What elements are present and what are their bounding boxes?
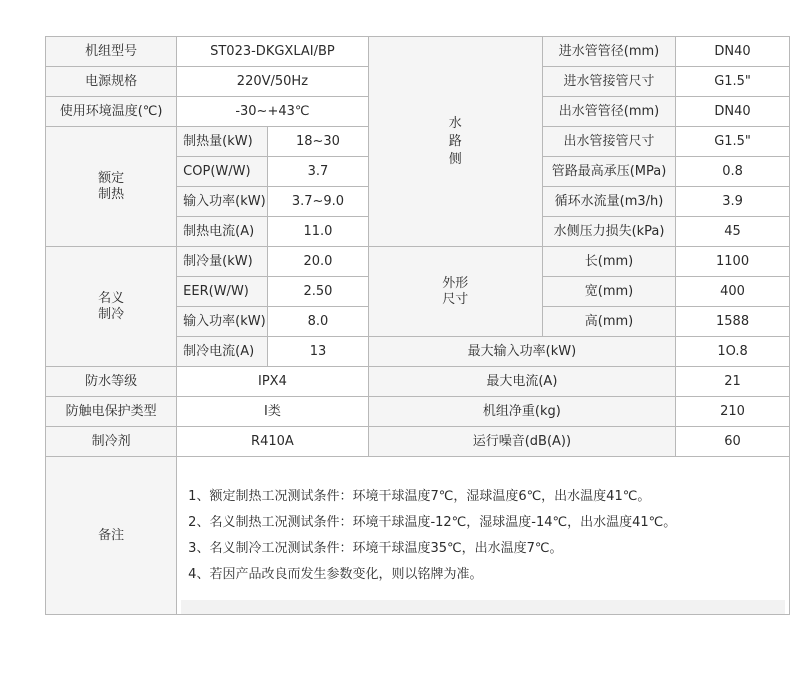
model-label: 机组型号	[46, 37, 177, 67]
rated-heating-group-label: 额定 制热	[98, 170, 125, 202]
note-line: 3、名义制冷工况测试条件：环境干球温度35℃，出水温度7℃。	[188, 541, 563, 556]
nominal-cooling-value: 2.50	[268, 277, 368, 307]
table-row	[46, 37, 790, 67]
notes-content	[177, 457, 790, 615]
water-side-label: 进水管接管尺寸	[542, 67, 675, 97]
dimensions-value: 400	[676, 277, 790, 307]
max-current-value: 21	[676, 367, 790, 397]
rated-heating-value: 3.7	[268, 157, 368, 187]
nominal-cooling-label: EER(W/W)	[177, 277, 268, 307]
water-side-label: 循环水流量(m3/h)	[542, 187, 675, 217]
nominal-cooling-label: 制冷量(kW)	[177, 247, 268, 277]
ambient-temp-value: -30~+43℃	[177, 97, 369, 127]
shock-protection-label: 防触电保护类型	[46, 397, 177, 427]
refrigerant-label: 制冷剂	[46, 427, 177, 457]
water-side-value: 0.8	[676, 157, 790, 187]
dimensions-label: 长(mm)	[542, 247, 675, 277]
nominal-cooling-group-label: 名义 制冷	[98, 290, 125, 322]
table-row	[46, 397, 790, 427]
rated-heating-value: 3.7~9.0	[268, 187, 368, 217]
dimensions-value: 1100	[676, 247, 790, 277]
note-line: 1、额定制热工况测试条件：环境干球温度7℃，湿球温度6℃，出水温度41℃。	[188, 489, 651, 504]
water-side-group-label: 水 路 侧	[448, 115, 462, 167]
nominal-cooling-group	[46, 247, 177, 367]
max-input-power-label: 最大输入功率(kW)	[368, 337, 675, 367]
water-side-value: G1.5"	[676, 127, 790, 157]
water-side-label: 出水管接管尺寸	[542, 127, 675, 157]
power-supply-value: 220V/50Hz	[177, 67, 369, 97]
dimensions-group-label: 外形 尺寸	[442, 275, 469, 307]
noise-value: 60	[676, 427, 790, 457]
model-value: ST023-DKGXLAI/BP	[177, 37, 369, 67]
water-side-label: 管路最高承压(MPa)	[542, 157, 675, 187]
water-side-label: 水侧压力损失(kPa)	[542, 217, 675, 247]
note-line: 4、若因产品改良而发生参数变化，则以铭牌为准。	[188, 567, 483, 582]
notes-label: 备注	[46, 457, 177, 615]
net-weight-value: 210	[676, 397, 790, 427]
water-side-value: 3.9	[676, 187, 790, 217]
dimensions-group	[368, 247, 542, 337]
shock-protection-value: Ⅰ类	[177, 397, 369, 427]
table-row	[46, 247, 790, 277]
notes-footer-strip	[181, 600, 785, 614]
waterproof-label: 防水等级	[46, 367, 177, 397]
nominal-cooling-value: 8.0	[268, 307, 368, 337]
water-side-value: G1.5"	[676, 67, 790, 97]
nominal-cooling-value: 13	[268, 337, 368, 367]
rated-heating-label: 制热量(kW)	[177, 127, 268, 157]
water-side-label: 进水管管径(mm)	[542, 37, 675, 67]
rated-heating-group	[46, 127, 177, 247]
waterproof-value: IPX4	[177, 367, 369, 397]
noise-label: 运行噪音(dB(A))	[368, 427, 675, 457]
refrigerant-value: R410A	[177, 427, 369, 457]
water-side-value: 45	[676, 217, 790, 247]
nominal-cooling-label: 输入功率(kW)	[177, 307, 268, 337]
water-side-value: DN40	[676, 37, 790, 67]
max-input-power-value: 1O.8	[676, 337, 790, 367]
dimensions-label: 高(mm)	[542, 307, 675, 337]
rated-heating-label: COP(W/W)	[177, 157, 268, 187]
nominal-cooling-value: 20.0	[268, 247, 368, 277]
nominal-cooling-label: 制冷电流(A)	[177, 337, 268, 367]
table-row	[46, 427, 790, 457]
note-line: 2、名义制热工况测试条件：环境干球温度-12℃，湿球温度-14℃，出水温度41℃。	[188, 515, 677, 530]
notes-list	[188, 484, 789, 588]
dimensions-value: 1588	[676, 307, 790, 337]
ambient-temp-label: 使用环境温度(℃)	[46, 97, 177, 127]
rated-heating-value: 11.0	[268, 217, 368, 247]
rated-heating-value: 18~30	[268, 127, 368, 157]
max-current-label: 最大电流(A)	[368, 367, 675, 397]
water-side-group	[368, 37, 542, 247]
rated-heating-label: 输入功率(kW)	[177, 187, 268, 217]
power-supply-label: 电源规格	[46, 67, 177, 97]
rated-heating-label: 制热电流(A)	[177, 217, 268, 247]
spec-table	[45, 36, 790, 615]
notes-row	[46, 457, 790, 615]
water-side-label: 出水管管径(mm)	[542, 97, 675, 127]
table-row	[46, 367, 790, 397]
net-weight-label: 机组净重(kg)	[368, 397, 675, 427]
water-side-value: DN40	[676, 97, 790, 127]
dimensions-label: 宽(mm)	[542, 277, 675, 307]
